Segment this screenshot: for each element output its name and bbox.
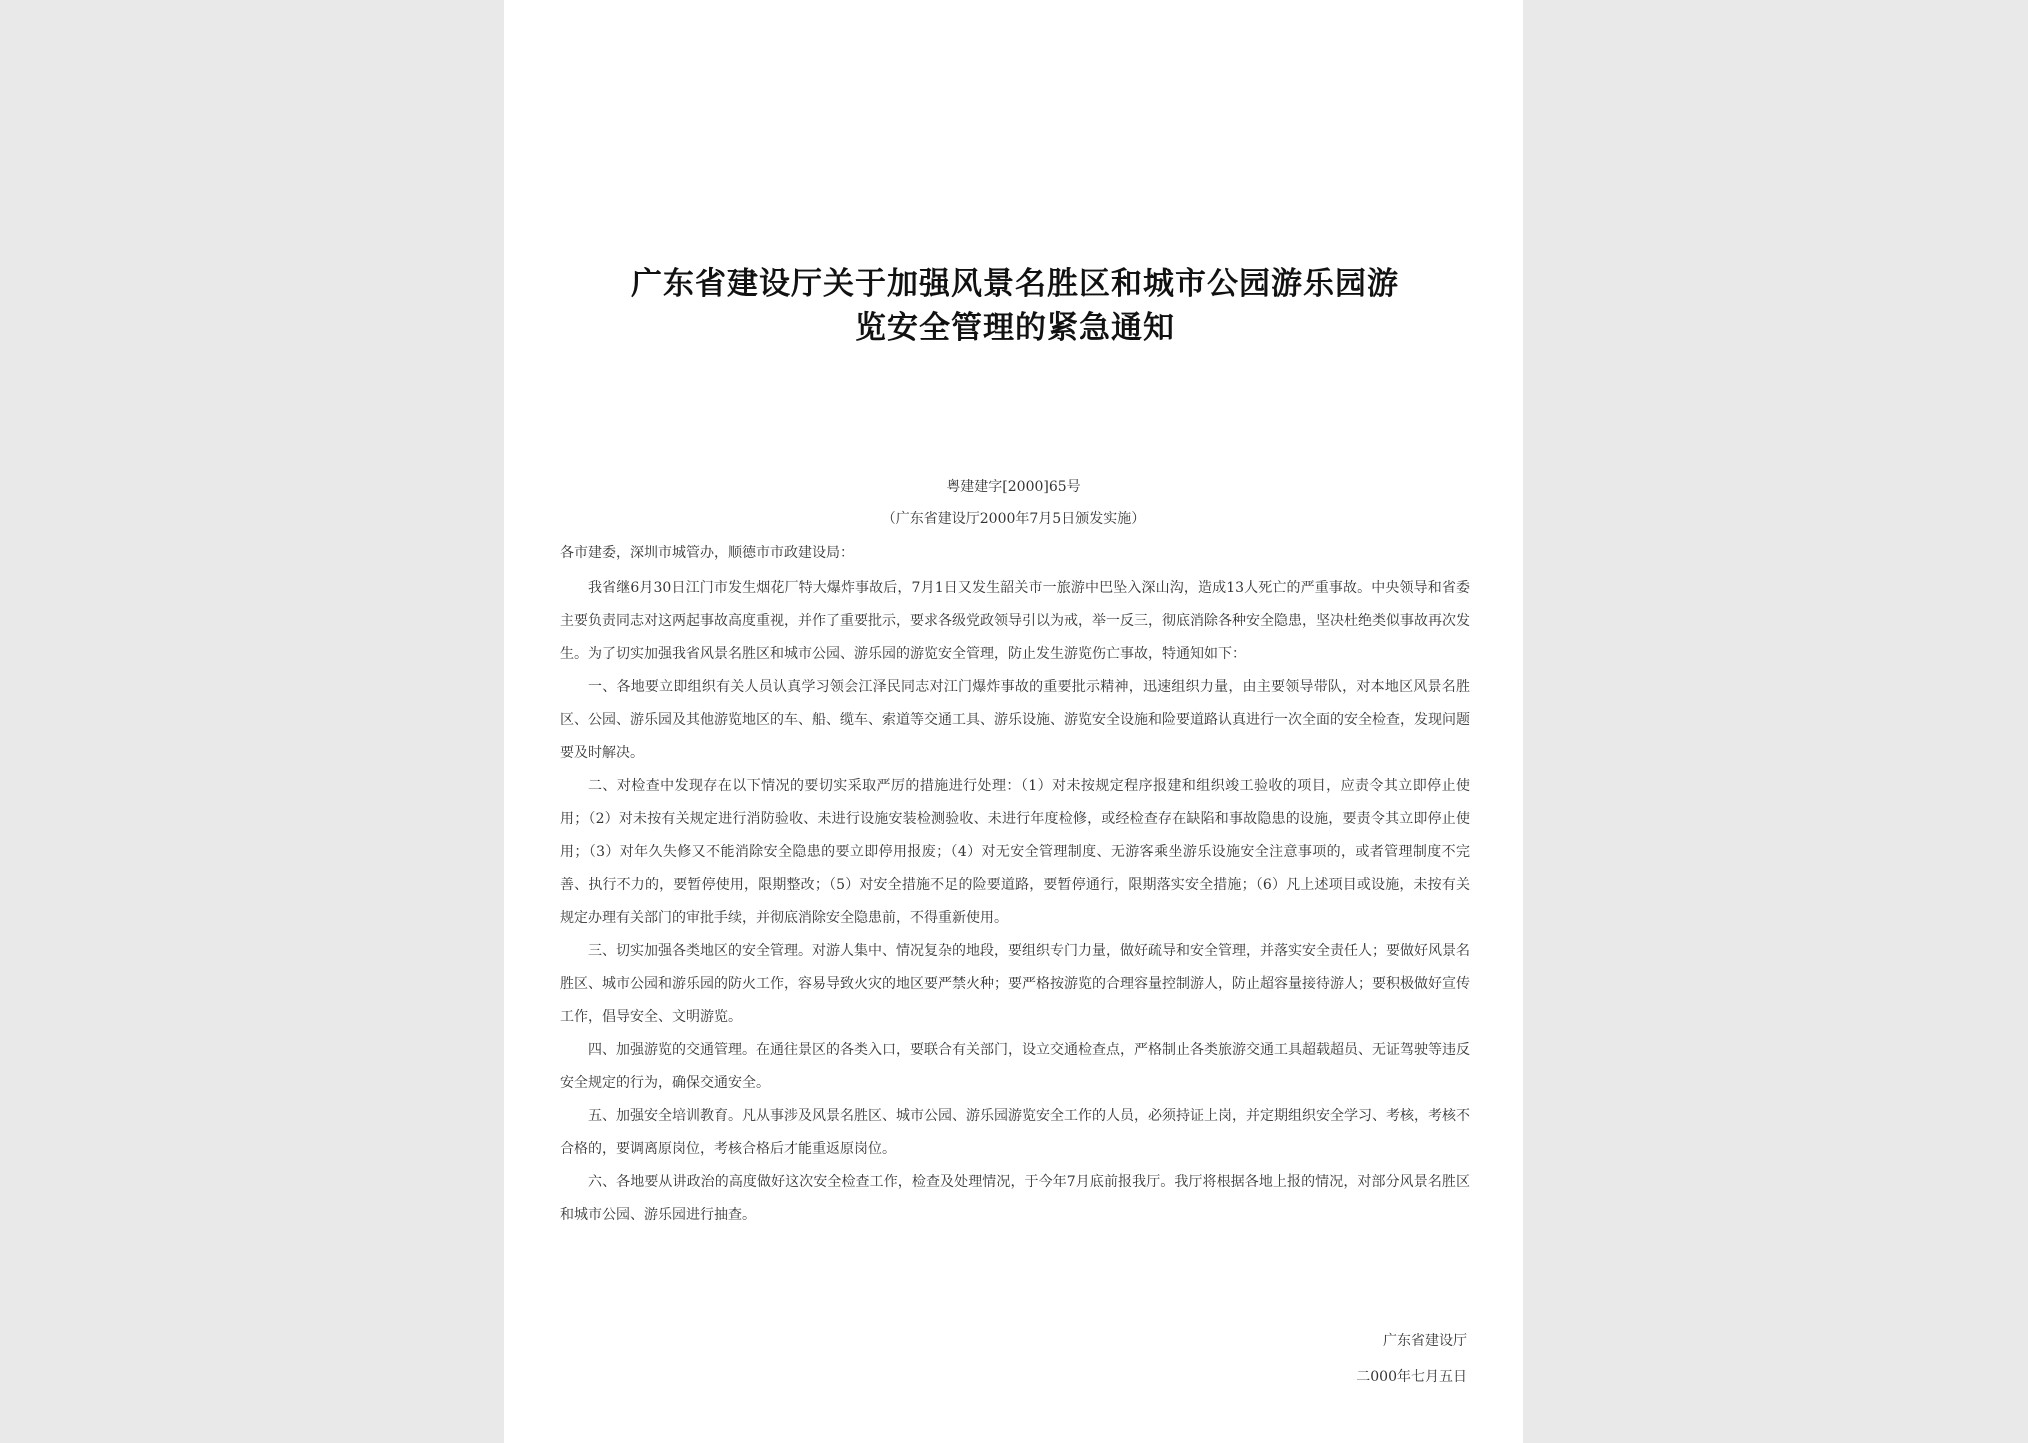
signature-organization: 广东省建设厅 bbox=[1383, 1333, 1467, 1349]
paragraph-intro: 我省继6月30日江门市发生烟花厂特大爆炸事故后，7月1日又发生韶关市一旅游中巴坠入深山沟，造成13人死亡的严重事故。中央领导和省委主要负责同志对这两起事故高度重视，并作了重要批示，要求各级党政领导引以为戒，举一反三，彻底消除各种安全隐患，坚决杜绝类似事故再次发生。为了切实加强我省风景名胜区和城市公园、游乐园的游览安全管理，防止发生游览伤亡事故，特通知如下： bbox=[560, 580, 1470, 662]
issued-note: （广东省建设厅2000年7月5日颁发实施） bbox=[881, 511, 1146, 527]
paragraph-item-3: 三、切实加强各类地区的安全管理。对游人集中、情况复杂的地段，要组织专门力量，做好疏导和安全管理，并落实安全责任人；要做好风景名胜区、城市公园和游乐园的防火工作，容易导致火灾的地区要严禁火种；要严格按游览的合理容量控制游人，防止超容量接待游人；要积极做好宣传工作，倡导安全、文明游览。 bbox=[560, 943, 1470, 1025]
paragraph-item-6: 六、各地要从讲政治的高度做好这次安全检查工作，检查及处理情况，于今年7月底前报我厅。我厅将根据各地上报的情况，对部分风景名胜区和城市公园、游乐园进行抽查。 bbox=[560, 1174, 1470, 1223]
paragraph-item-5: 五、加强安全培训教育。凡从事涉及风景名胜区、城市公园、游乐园游览安全工作的人员，必须持证上岗，并定期组织安全学习、考核，考核不合格的，要调离原岗位，考核合格后才能重返原岗位。 bbox=[560, 1108, 1470, 1157]
document-body bbox=[560, 572, 1470, 1232]
title-line-2: 览安全管理的紧急通知 bbox=[855, 310, 1175, 346]
paragraph-item-1: 一、各地要立即组织有关人员认真学习领会江泽民同志对江门爆炸事故的重要批示精神，迅速组织力量，由主要领导带队，对本地区风景名胜区、公园、游乐园及其他游览地区的车、船、缆车、索道等交通工具、游乐设施、游览安全设施和险要道路认真进行一次全面的安全检查，发现问题要及时解决。 bbox=[560, 679, 1470, 761]
document-number: 粤建建字[2000]65号 bbox=[946, 479, 1081, 495]
title-line-1: 广东省建设厅关于加强风景名胜区和城市公园游乐园游 bbox=[631, 266, 1399, 302]
document-page bbox=[504, 0, 1523, 1443]
paragraph-item-4: 四、加强游览的交通管理。在通往景区的各类入口，要联合有关部门，设立交通检查点，严格制止各类旅游交通工具超载超员、无证驾驶等违反安全规定的行为，确保交通安全。 bbox=[560, 1042, 1470, 1091]
paragraph-item-2: 二、对检查中发现存在以下情况的要切实采取严厉的措施进行处理：（1）对未按规定程序报建和组织竣工验收的项目，应责令其立即停止使用；（2）对未按有关规定进行消防验收、未进行设施安装检测验收、未进行年度检修，或经检查存在缺陷和事故隐患的设施，要责令其立即停止使用；（3）对年久失修又不能消除安全隐患的要立即停用报废；（4）对无安全管理制度、无游客乘坐游乐设施安全注意事项的，或者管理制度不完善、执行不力的，要暂停使用，限期整改；（5）对安全措施不足的险要道路，要暂停通行，限期落实安全措施；（6）凡上述项目或设施，未按有关规定办理有关部门的审批手续，并彻底消除安全隐患前，不得重新使用。 bbox=[560, 778, 1470, 926]
signature-date: 二000年七月五日 bbox=[1356, 1369, 1467, 1385]
addressee: 各市建委，深圳市城管办，顺德市市政建设局： bbox=[560, 545, 854, 561]
document-title bbox=[560, 262, 1470, 350]
